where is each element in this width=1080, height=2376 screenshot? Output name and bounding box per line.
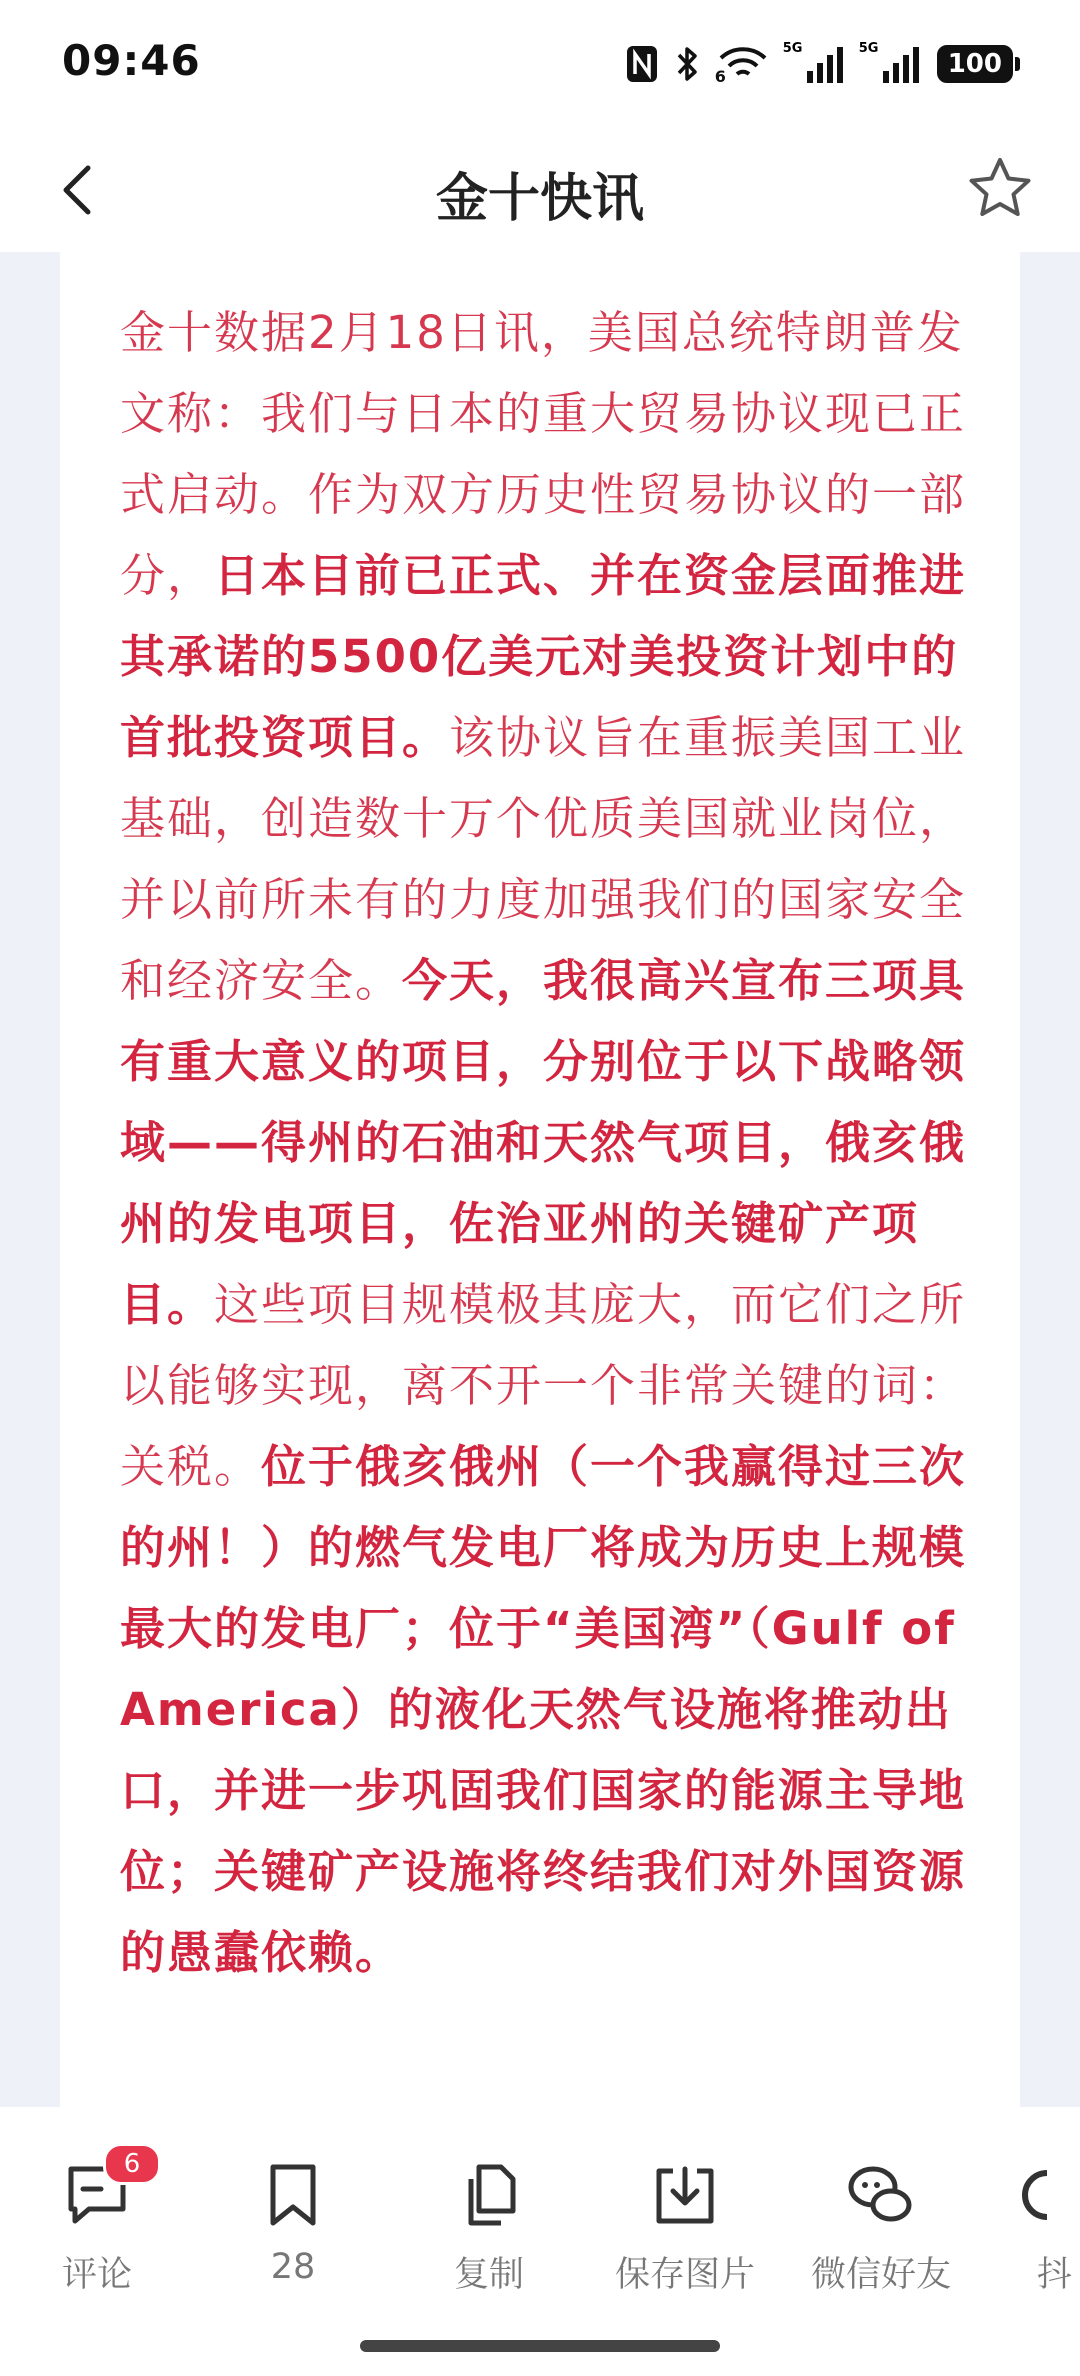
bluetooth-icon	[675, 44, 701, 84]
battery-level: 100	[947, 49, 1002, 79]
star-icon	[964, 152, 1036, 224]
douyin-label: 抖	[1037, 2255, 1073, 2295]
bottom-toolbar	[0, 2107, 1080, 2376]
article-segment-bold: 日本目前已正式、并在资金层面推进其承诺的5500亿美元对美投资计划中的首批投资项目。	[120, 549, 967, 764]
article-segment: 金十数据2月18日讯，美国总统特朗普发文称：我们与日本的重大贸易协议现已正式启动。作为双方历史性贸易协议的一部分，	[120, 306, 967, 602]
article-segment: 该协议旨在重振美国工业基础，创造数十万个优质美国就业岗位，并以前所未有的力度加强我们的国家安全和经济安全。	[120, 711, 967, 1007]
bookmark-icon	[257, 2159, 329, 2231]
cellular-signal-1-icon	[782, 41, 845, 83]
signal-1-label: 5G	[782, 41, 803, 56]
article-segment: 这些项目规模极其庞大，而它们之所以能够实现，离不开一个非常关键的词：关税。	[120, 1278, 967, 1493]
wechat-icon	[845, 2159, 917, 2231]
status-time: 09:46	[62, 36, 201, 85]
save-image-label: 保存图片	[614, 2255, 755, 2295]
signal-2-label: 5G	[858, 41, 879, 56]
page-title: 金十快讯	[435, 169, 644, 229]
comment-button[interactable]	[17, 2149, 177, 2297]
app-header	[0, 128, 1080, 252]
article-body	[120, 292, 1000, 1993]
bookmark-button[interactable]	[213, 2159, 373, 2287]
douyin-share-button[interactable]	[997, 2159, 1080, 2297]
wechat-label: 微信好友	[810, 2255, 951, 2295]
article-card	[60, 252, 1020, 2107]
home-indicator[interactable]	[360, 2340, 720, 2352]
status-icons	[625, 40, 1020, 88]
comment-count-badge: 6	[103, 2143, 161, 2185]
wechat-share-button[interactable]	[801, 2159, 961, 2297]
background-right	[1020, 252, 1080, 2107]
wifi-icon	[714, 44, 769, 86]
douyin-icon	[1017, 2159, 1080, 2231]
copy-button[interactable]	[409, 2159, 569, 2297]
battery-icon	[937, 45, 1013, 83]
comment-icon	[61, 2149, 141, 2231]
favorite-button[interactable]	[964, 152, 1036, 224]
nfc-icon	[625, 44, 659, 84]
article-segment-bold: 位于俄亥俄州（一个我赢得过三次的州！）的燃气发电厂将成为历史上规模最大的发电厂；位于“美国湾”（Gulf of America）的液化天然气设施将推动出口，并进一步巩固我们国家的能源主导地位；关键矿产设施将终结我们对外国资源的愚蠢依赖。	[120, 1440, 967, 1979]
background-left	[0, 252, 60, 2107]
save-image-button[interactable]	[605, 2159, 765, 2297]
cellular-signal-2-icon	[858, 41, 921, 83]
copy-icon	[453, 2159, 525, 2231]
bookmark-count: 28	[270, 2247, 316, 2287]
download-icon	[649, 2159, 721, 2231]
copy-label: 复制	[453, 2255, 524, 2295]
status-bar	[0, 0, 1080, 128]
wifi-band-label: 6	[714, 67, 726, 86]
comment-label: 评论	[61, 2255, 132, 2295]
article-segment-bold: 今天，我很高兴宣布三项具有重大意义的项目，分别位于以下战略领域——得州的石油和天然气项目，俄亥俄州的发电项目，佐治亚州的关键矿产项目。	[120, 954, 967, 1331]
battery-tip	[1015, 57, 1020, 71]
